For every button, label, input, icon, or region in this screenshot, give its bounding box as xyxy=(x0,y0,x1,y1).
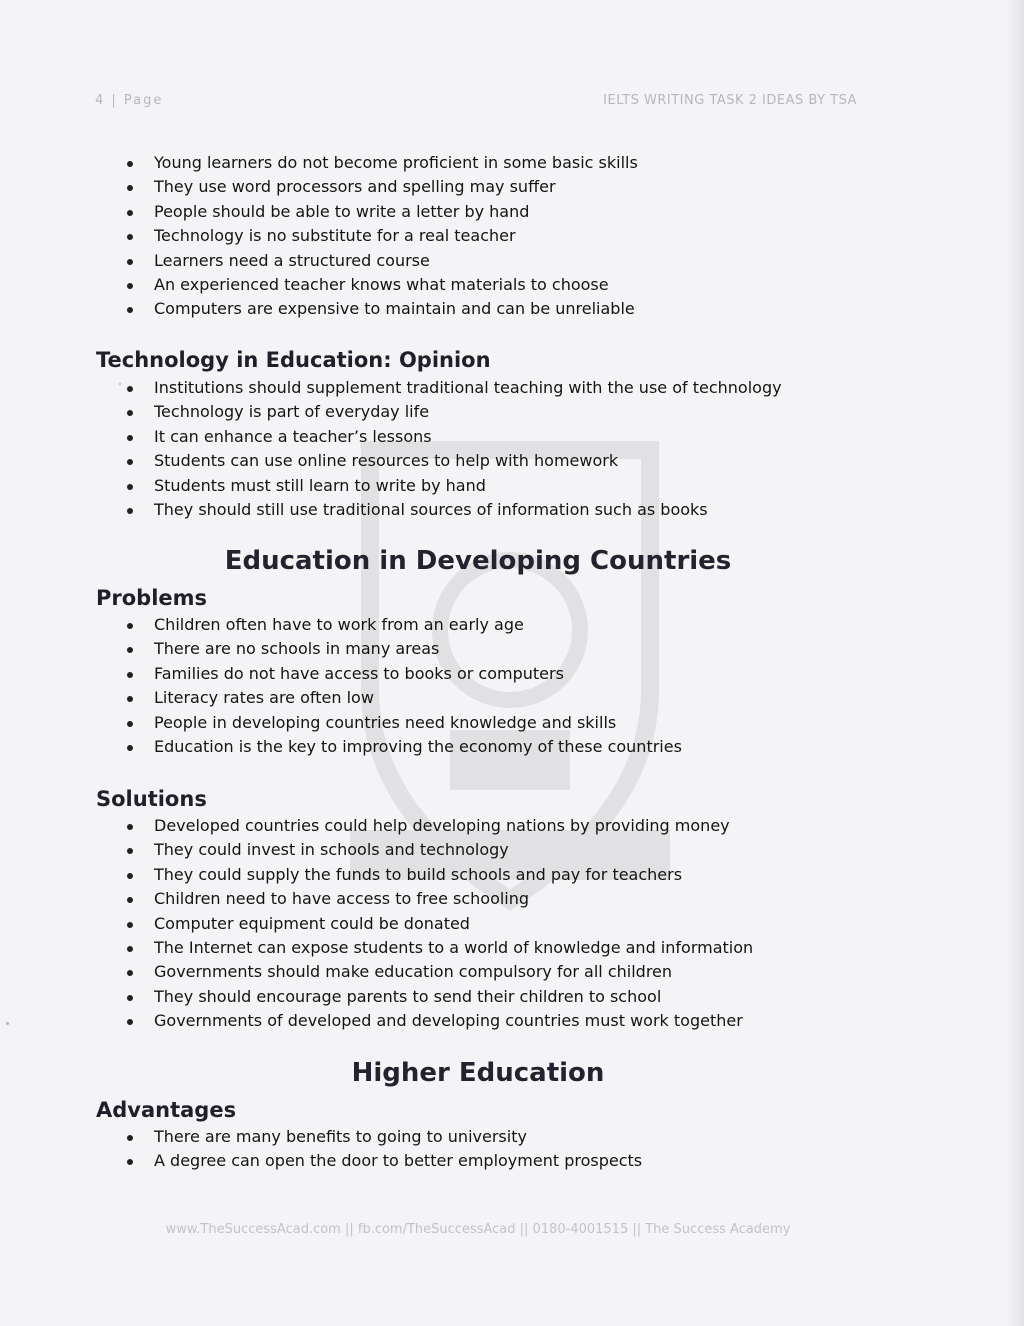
advantages-heading: Advantages xyxy=(96,1098,237,1122)
scan-speck xyxy=(119,383,121,385)
problems-heading: Problems xyxy=(96,586,208,610)
list-item-text: Computer equipment could be donated xyxy=(154,913,470,933)
list-item-text: Technology is no substitute for a real teacher xyxy=(154,226,516,246)
list-item-text: They could supply the funds to build schools and pay for teachers xyxy=(154,864,683,884)
tech-opinion-block xyxy=(96,346,782,522)
bullet-dot-icon xyxy=(127,873,133,879)
bullet-dot-icon xyxy=(127,283,133,289)
list-item xyxy=(96,224,638,248)
advantages-bullet-list xyxy=(96,1125,642,1174)
list-item xyxy=(96,151,638,175)
list-item xyxy=(96,662,682,686)
list-item-text: Learners need a structured course xyxy=(154,250,430,270)
list-item-text: Institutions should supplement traditional teaching with the use of technology xyxy=(154,378,782,397)
list-item-text: They could invest in schools and technology xyxy=(154,840,509,860)
list-item-text: There are many benefits to going to university xyxy=(154,1127,527,1146)
list-item xyxy=(96,474,782,498)
list-item-text: Children often have to work from an early age xyxy=(154,615,524,634)
list-item xyxy=(96,735,682,759)
problems-block xyxy=(96,584,682,759)
bullet-dot-icon xyxy=(127,1135,133,1141)
solutions-heading: Solutions xyxy=(96,787,207,811)
bullet-dot-icon xyxy=(127,307,133,313)
bullet-dot-icon xyxy=(127,484,133,490)
bullet-dot-icon xyxy=(127,459,133,465)
bullet-dot-icon xyxy=(127,672,133,678)
list-item-text: They should still use traditional sources of information such as books xyxy=(154,499,708,519)
bullet-dot-icon xyxy=(127,259,133,265)
bullet-dot-icon xyxy=(127,161,133,167)
solutions-block xyxy=(96,785,753,1034)
list-item xyxy=(96,814,753,838)
bullet-dot-icon xyxy=(127,647,133,653)
higher-education-title: Higher Education xyxy=(351,1058,605,1088)
list-item-text: The Internet can expose students to a world of knowledge and information xyxy=(154,937,754,957)
solutions-bullet-list xyxy=(96,814,753,1034)
list-item-text: They should encourage parents to send their children to school xyxy=(154,986,662,1006)
intro-bullet-list xyxy=(96,151,638,322)
scan-speck xyxy=(6,1022,9,1025)
list-item-text: Students can use online resources to help with homework xyxy=(154,451,619,471)
developing-countries-title: Education in Developing Countries xyxy=(224,546,732,576)
page-number: 4 | Page xyxy=(95,93,164,108)
list-item xyxy=(96,912,753,936)
list-item-text: Developed countries could help developing nations by providing money xyxy=(154,816,730,835)
list-item-text: Young learners do not become proficient in some basic skills xyxy=(154,153,638,172)
list-item xyxy=(96,887,753,911)
list-item-text: There are no schools in many areas xyxy=(154,639,440,659)
list-item-text: Students must still learn to write by hand xyxy=(154,475,486,495)
list-item-text: They use word processors and spelling may suffer xyxy=(154,177,556,197)
list-item xyxy=(96,1125,642,1149)
list-item xyxy=(96,936,753,960)
bullet-dot-icon xyxy=(127,1019,133,1025)
bullet-dot-icon xyxy=(127,848,133,854)
list-item xyxy=(96,449,782,473)
list-item xyxy=(96,637,682,661)
list-item xyxy=(96,425,782,449)
list-item-text: It can enhance a teacher’s lessons xyxy=(154,426,432,446)
list-item-text: Education is the key to improving the economy of these countries xyxy=(154,736,682,756)
list-item xyxy=(96,400,782,424)
bullet-dot-icon xyxy=(127,745,133,751)
advantages-block xyxy=(96,1096,642,1174)
list-item xyxy=(96,1149,642,1173)
page-header xyxy=(95,93,857,113)
list-item-text: Governments should make education compulsory for all children xyxy=(154,962,673,982)
page-footer: www.TheSuccessAcad.com || fb.com/TheSuccessAcad || 0180-4001515 || The Success Academy xyxy=(165,1222,791,1237)
list-item xyxy=(96,711,682,735)
list-item xyxy=(96,1009,753,1033)
document-title: IELTS WRITING TASK 2 IDEAS BY TSA xyxy=(603,93,857,108)
bullet-dot-icon xyxy=(127,410,133,416)
bullet-dot-icon xyxy=(127,386,133,392)
bullet-dot-icon xyxy=(127,435,133,441)
tech-opinion-heading: Technology in Education: Opinion xyxy=(96,348,491,372)
list-item xyxy=(96,498,782,522)
list-item xyxy=(96,960,753,984)
list-item-text: Families do not have access to books or computers xyxy=(154,663,564,683)
bullet-dot-icon xyxy=(127,824,133,830)
bullet-dot-icon xyxy=(127,623,133,629)
bullet-dot-icon xyxy=(127,995,133,1001)
bullet-dot-icon xyxy=(127,897,133,903)
list-item xyxy=(96,175,638,199)
list-item xyxy=(96,686,682,710)
list-item-text: Literacy rates are often low xyxy=(154,688,374,708)
list-item xyxy=(96,838,753,862)
list-item-text: An experienced teacher knows what materials to choose xyxy=(154,274,609,294)
list-item xyxy=(96,200,638,224)
bullet-dot-icon xyxy=(127,970,133,976)
list-item-text: People in developing countries need knowledge and skills xyxy=(154,712,617,732)
list-item xyxy=(96,863,753,887)
list-item xyxy=(96,613,682,637)
scan-edge-shadow xyxy=(1006,0,1024,1326)
bullet-dot-icon xyxy=(127,922,133,928)
list-item-text: People should be able to write a letter by hand xyxy=(154,201,530,221)
problems-bullet-list xyxy=(96,613,682,759)
tech-opinion-bullet-list xyxy=(96,376,782,522)
list-item xyxy=(96,249,638,273)
list-item-text: Governments of developed and developing countries must work together xyxy=(154,1011,743,1031)
list-item xyxy=(96,985,753,1009)
bullet-dot-icon xyxy=(127,946,133,952)
bullet-dot-icon xyxy=(127,185,133,191)
list-item xyxy=(96,376,782,400)
bullet-dot-icon xyxy=(127,721,133,727)
bullet-dot-icon xyxy=(127,1159,133,1165)
list-item-text: Children need to have access to free schooling xyxy=(154,889,530,909)
list-item-text: A degree can open the door to better employment prospects xyxy=(154,1151,643,1171)
bullet-dot-icon xyxy=(127,508,133,514)
list-item-text: Technology is part of everyday life xyxy=(154,402,430,422)
bullet-dot-icon xyxy=(127,210,133,216)
list-item xyxy=(96,273,638,297)
list-item xyxy=(96,297,638,321)
bullet-dot-icon xyxy=(127,696,133,702)
list-item-text: Computers are expensive to maintain and can be unreliable xyxy=(154,299,635,319)
bullet-dot-icon xyxy=(127,234,133,240)
intro-list-block xyxy=(96,151,638,322)
